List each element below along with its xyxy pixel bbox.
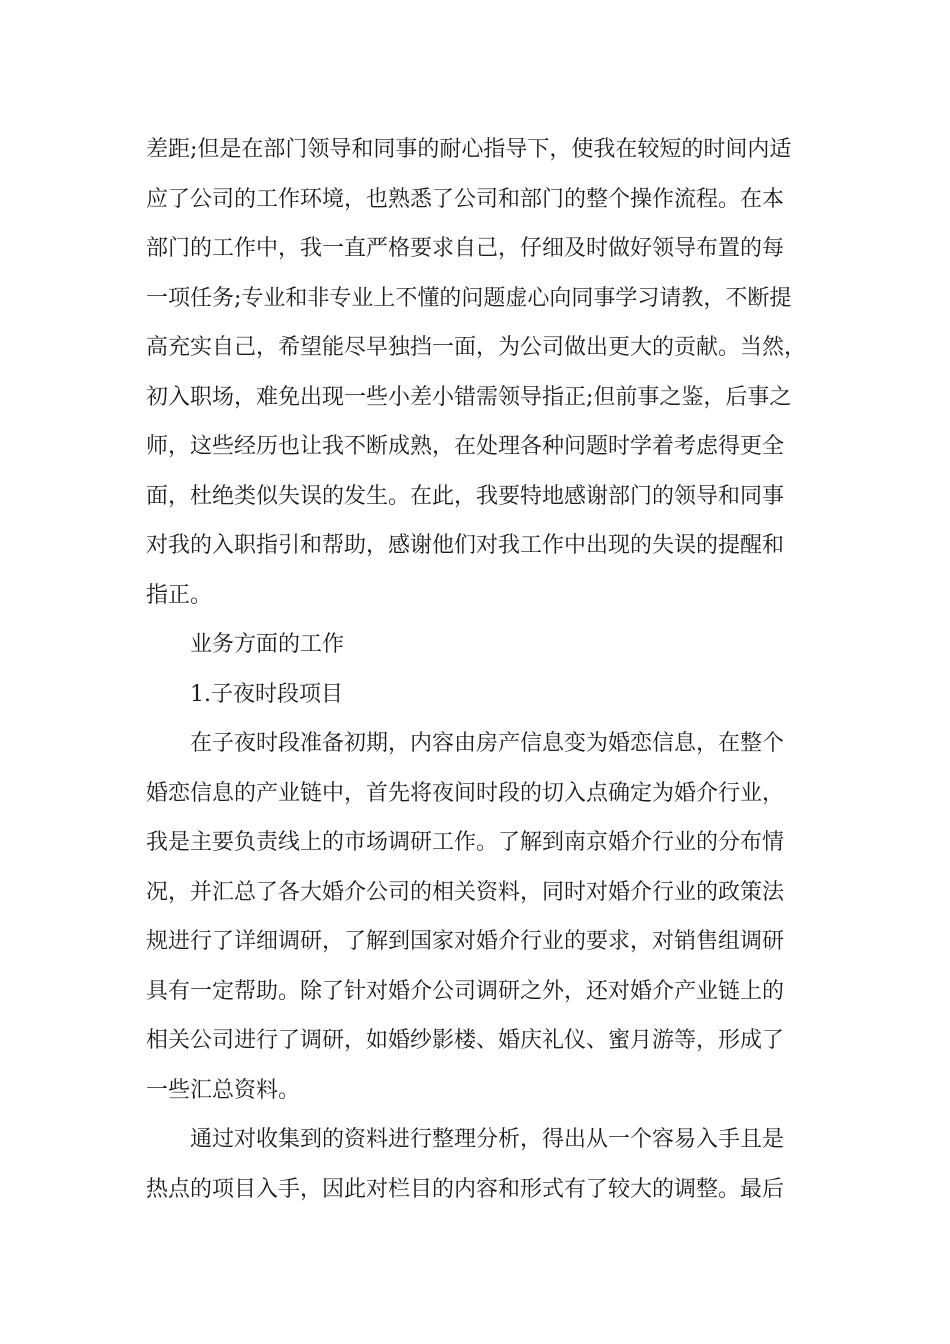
paragraph xyxy=(146,670,816,720)
text-line: 我是主要负责线上的市场调研工作。了解到南京婚介行业的分布情 xyxy=(146,830,785,855)
text-line: 师，这些经历也让我不断成熟，在处理各种问题时学着考虑得更全 xyxy=(146,434,785,459)
text-line: 具有一定帮助。除了针对婚介公司调研之外，还对婚介产业链上的 xyxy=(146,978,785,1004)
paragraph xyxy=(146,620,816,670)
text-line: 通过对收集到的资料进行整理分析，得出从一个容易入手且是 xyxy=(190,1127,785,1152)
text-line: 高充实自己，希望能尽早独挡一面，为公司做出更大的贡献。当然， xyxy=(146,335,807,360)
text-line: 规进行了详细调研，了解到国家对婚介行业的要求，对销售组调研 xyxy=(146,929,785,954)
paragraph xyxy=(146,719,816,1115)
document-page xyxy=(146,125,816,1214)
text-line: 面，杜绝类似失误的发生。在此，我要特地感谢部门的领导和同事 xyxy=(146,483,785,509)
text-line: 1.子夜时段项目 xyxy=(190,681,343,707)
paragraph xyxy=(146,125,816,620)
text-line: 初入职场，难免出现一些小差小错需领导指正;但前事之鉴，后事之 xyxy=(146,384,792,410)
text-line: 对我的入职指引和帮助，感谢他们对我工作中出现的失误的提醒和 xyxy=(146,533,785,558)
text-line: 热点的项目入手，因此对栏目的内容和形式有了较大的调整。最后 xyxy=(146,1176,785,1202)
text-line: 况，并汇总了各大婚介公司的相关资料，同时对婚介行业的政策法 xyxy=(146,879,785,905)
text-line: 应了公司的工作环境，也熟悉了公司和部门的整个操作流程。在本 xyxy=(146,186,785,212)
text-line: 一些汇总资料。 xyxy=(146,1077,301,1103)
text-line: 指正。 xyxy=(146,582,213,608)
text-line: 部门的工作中，我一直严格要求自己，仔细及时做好领导布置的每 xyxy=(146,236,785,261)
text-line: 在子夜时段准备初期，内容由房产信息变为婚恋信息，在整个 xyxy=(190,731,785,756)
text-line: 相关公司进行了调研，如婚纱影楼、婚庆礼仪、蜜月游等，形成了 xyxy=(146,1028,785,1053)
text-line: 业务方面的工作 xyxy=(190,632,345,657)
text-line: 一项任务;专业和非专业上不懂的问题虚心向同事学习请教，不断提 xyxy=(146,285,792,311)
text-line: 差距;但是在部门领导和同事的耐心指导下，使我在较短的时间内适 xyxy=(146,137,792,162)
paragraph xyxy=(146,1115,816,1214)
text-line: 婚恋信息的产业链中，首先将夜间时段的切入点确定为婚介行业， xyxy=(146,780,785,806)
